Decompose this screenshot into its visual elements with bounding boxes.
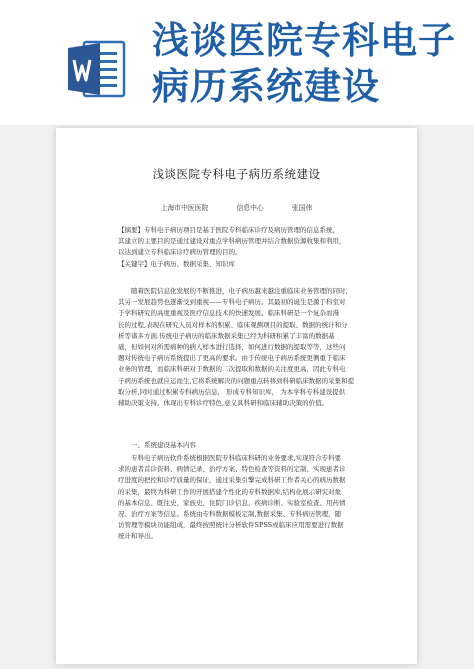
body-line: 业务的管理，而临床科研对于数据的二次提取和数据的关注度更高，因此专科电 (118, 365, 346, 374)
body-line: 专科电子病历软件系统根据医院专科临床科研的业务要求,实现符合专科要 (131, 454, 342, 462)
abstract-line: 其建立的主要目的是通过建设对重点学科病历管理并结合数据资源收集和利用， (118, 237, 346, 246)
body-line: 子病历系统也就应运而生,它将系统解决的问题重点转移到科研临床数据的采集和提 (118, 376, 355, 385)
section-heading-text: 一、系统建设基本内容 (131, 441, 196, 449)
body-line: 的基本信息、既往史、家族史、住院门诊信息、疾病诊断、实验室检查、用药情 (118, 498, 346, 507)
body-line: 访管理等模块功能组成，最终按照统计分析软件SPSS或临床应用需要进行数据 (118, 521, 344, 530)
body-line: 题对传统电子病历系统提出了更高的要求。由于传统电子病历系统更侧重于临床 (118, 354, 346, 363)
intro-paragraph (118, 286, 382, 409)
body-line: 随着医院信息化发展的不断推进，电子病历越来越注重临床业务管理的同时， (131, 287, 352, 295)
headline-line-2: 病历系统建设 (152, 65, 380, 108)
author-institution: 上海市中医医院 (160, 204, 209, 212)
headline-line-1: 浅谈医院专科电子 (152, 19, 456, 62)
document-page (56, 128, 417, 664)
body-line: 疗进度的把控和诊疗质量的保证，通过采集引擎完成科研工作者关心的病历数据 (118, 476, 346, 485)
document-title: 浅谈医院专科电子病历系统建设 (152, 167, 321, 181)
section-heading (118, 440, 382, 451)
body-line: 长的过程,表现在研究人员对样本的积累、临床观测项目的提取、数据的统计和分 (118, 320, 348, 329)
body-line: 的采集，最终为科研工作的开展搭建个性化的专科数据库,结构化展示研究对象 (118, 487, 342, 496)
abstract-line: 以达到建立专科临床诊疗病历管理的目的。 (118, 248, 242, 257)
body-line: 础，但如何对所需病种的病人样本进行选择，如何进行数据的提取等等，这些问 (118, 343, 346, 352)
document-authors (56, 202, 417, 212)
body-line: 析等诸多方面.传统电子病历的临床数据采集已经为科研积累了丰富的数据基 (118, 331, 335, 340)
body-line: 其另一发展趋势也逐渐受到重视——专科电子病历。其最初的诞生是源于科室对 (118, 298, 346, 307)
body-line: 求的患者首诊资料、病情记录、治疗方案、特色检查等资料的定制、实现患者诊 (118, 465, 346, 474)
banner (0, 0, 474, 125)
body-line: 辅助决策支持。体现出专科诊疗特色,意义具科研和临床辅助决策的价值。 (118, 399, 329, 408)
body-line: 统计和导出。 (118, 532, 157, 541)
keywords-line: 【关键字】电子病历、数据采集、知识库 (118, 259, 235, 268)
body-line: 于学科研究的高度重视及医疗信息技术的快速发展。临床科研是一个复杂而漫 (118, 309, 339, 318)
body-line: 况、治疗方案等信息。系统由专科数据模板定制,数据采集、专科病历管理，随 (118, 510, 342, 519)
abstract-line: 【摘要】专科电子病历项目是基于医院专科临床诊疗及病历管理的信息系统， (118, 226, 339, 234)
abstract-block (118, 225, 382, 270)
system-content-paragraph (118, 453, 382, 543)
author-department: 信息中心 (236, 204, 264, 212)
author-name: 张国伟 (291, 204, 313, 212)
body-line: 取分析,同时通过积累专科病历信息， 形成专科知识库， 为本学科专科建设提供 (118, 387, 346, 396)
word-document-icon (66, 38, 128, 100)
page-headline (152, 18, 462, 110)
